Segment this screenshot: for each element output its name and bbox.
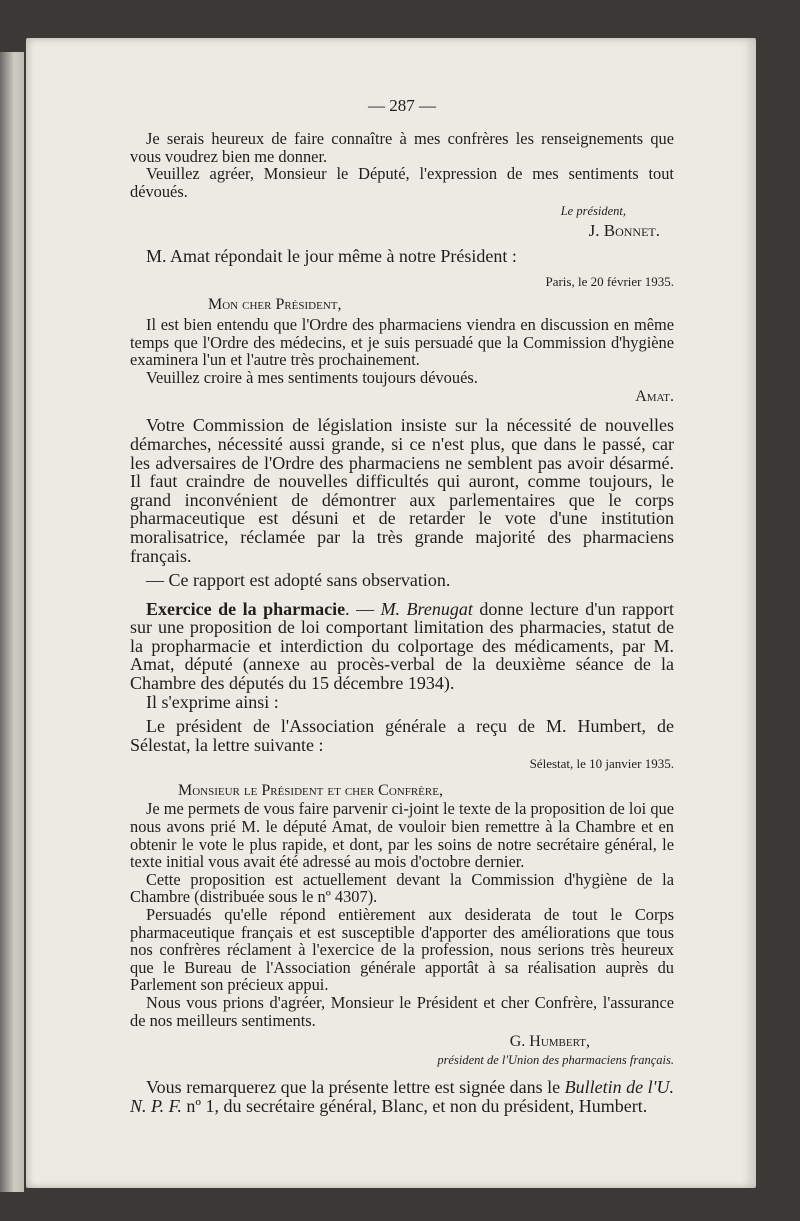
- adopted-note: — Ce rapport est adopté sans observation.: [146, 570, 451, 591]
- letter2-date: Paris, le 20 février 1935.: [545, 273, 674, 289]
- letter1-signature-name: J. Bonnet.: [588, 221, 660, 241]
- facing-page-edge: [0, 52, 24, 1192]
- letter3-signature-title: président de l'Union des pharmaciens français.: [437, 1053, 674, 1068]
- letter1-signature-title: Le président,: [560, 204, 626, 219]
- section-paragraph: [130, 600, 674, 693]
- letter1-paragraph-1: Je serais heureux de faire connaître à mes confrères les renseignements que vous voudrez bien me donner.: [130, 129, 674, 166]
- section-expresses: Il s'exprime ainsi :: [146, 691, 279, 712]
- book-page: [26, 38, 756, 1188]
- letter2-salutation: Mon cher Président,: [208, 295, 342, 313]
- letter3-paragraph-4: Nous vous prions d'agréer, Monsieur le Président et cher Confrère, l'assurance de nos meilleurs sentiments.: [130, 992, 674, 1030]
- letter3-signature-name: G. Humbert,: [509, 1033, 590, 1051]
- closing-bulletin: Bulletin de l'U. N. P. F.: [130, 1077, 675, 1116]
- letter3-paragraph-2: Cette proposition est actuellement devant la Commission d'hygiène de la Chambre (distribuée sous le nº 4307).: [130, 869, 674, 907]
- reply-intro: M. Amat répondait le jour même à notre Président :: [146, 246, 517, 267]
- letter2-signature: Amat.: [635, 388, 674, 406]
- letter3-paragraph-1: Je me permets de vous faire parvenir ci-joint le texte de la proposition de loi que nous avons prié M. le député Amat, de vouloir bien remettre à la Chambre et en obtenir le vote le plus rapide, et dont, par les soins de notre secrétaire général, le texte initial vous avait été adressé au mois d'octobre dernier.: [130, 799, 674, 872]
- section-speaker: M. Brenugat: [380, 598, 473, 619]
- section-received: Le président de l'Association générale a reçu de M. Humbert, de Sélestat, la lettre suivante :: [130, 716, 674, 755]
- closing-part-2: nº 1, du secrétaire général, Blanc, et non du président, Humbert.: [181, 1095, 648, 1116]
- closing-paragraph: [130, 1078, 674, 1115]
- letter1-paragraph-2: Veuillez agréer, Monsieur le Député, l'expression de mes sentiments tout dévoués.: [130, 164, 674, 201]
- section-heading-punct: . —: [345, 598, 381, 619]
- page-number: — 287 —: [368, 96, 436, 115]
- page-content: [130, 96, 674, 1115]
- letter2-paragraph-1: Il est bien entendu que l'Ordre des pharmaciens viendra en discussion en même temps que l'Ordre des médecins, et je suis persuadé que la Commission d'hygiène examinera l'un et l'autre très prochainement.: [130, 314, 674, 370]
- letter3-paragraph-3: Persuadés qu'elle répond entièrement aux desiderata de tout le Corps pharmaceutique français et est susceptible d'apporter des améliorations que tous nos confrères réclament à l'exercice de la profession, nous serions très heureux que le Bureau de l'Association générale apportât à sa réalisation auprès du Parlement son précieux appui.: [130, 905, 674, 995]
- letter3-date: Sélestat, le 10 janvier 1935.: [529, 756, 674, 772]
- letter2-paragraph-2: Veuillez croire à mes sentiments toujours dévoués.: [146, 367, 478, 387]
- section-heading: Exercice de la pharmacie: [146, 598, 346, 619]
- commission-paragraph: Votre Commission de législation insiste sur la nécessité de nouvelles démarches, nécessité aussi grande, si ce n'est plus, que dans le passé, car les adversaires de l'Ordre des pharmaciens ne semblent pas avoir désarmé. Il faut craindre de nouvelles difficultés qui auront, comme toujours, le grand inconvénient de démontrer aux parlementaires que le corps pharmaceutique est désuni et de retarder le vote d'une institution moralisatrice, réclamée par la très grande majorité des pharmaciens français.: [130, 415, 674, 566]
- letter3-salutation: Monsieur le Président et cher Confrère,: [178, 782, 443, 800]
- closing-part-1: Vous remarquerez que la présente lettre est signée dans le: [146, 1077, 565, 1098]
- section-text: donne lecture d'un rapport sur une proposition de loi comportant limitation des pharmacies, statut de la propharmacie et interdiction du colportage des médicaments, par M. Amat, député (annexe au procès-verbal de la deuxième séance de la Chambre des députés du 15 décembre 1934).: [130, 598, 674, 694]
